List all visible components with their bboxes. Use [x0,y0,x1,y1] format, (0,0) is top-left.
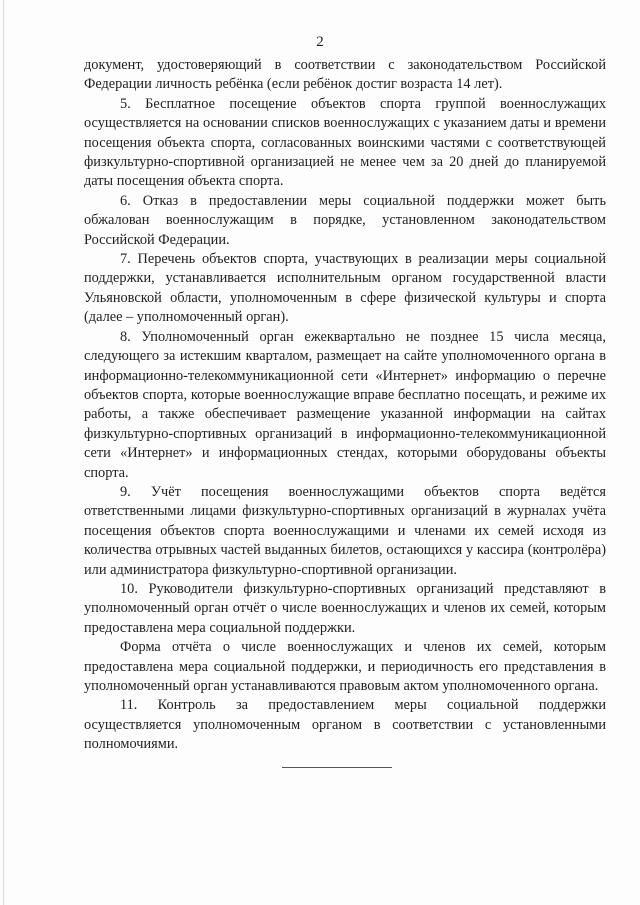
scan-edge-line [3,0,4,905]
paragraph-item-6: 6. Отказ в предоставлении меры социальной поддержки может быть обжалован военнослужащим в порядке, установленном законодательством Российской Федерации. [84,192,606,248]
paragraph-continuation: документ, удостоверяющий в соответствии с законодательством Российской Федерации личность ребёнка (если ребёнок достиг возраста 14 лет). [84,57,606,93]
paragraph-item-10: 10. Руководители физкультурно-спортивных организаций представляют в уполномоченный орган отчёт о числе военнослужащих и членов их семей, которым предоставлена мера социальной поддержки. [84,580,606,636]
paragraph-item-5: 5. Бесплатное посещение объектов спорта группой военнослужащих осуществляется на основании списков военнослужащих с указанием даты и времени посещения объекта спорта, согласованных воинскими частями с соответствующей физкультурно-спортивной организацией не менее чем за 20 дней до планируемой даты посещения объекта спорта. [84,95,606,190]
page-number: 2 [316,34,324,50]
paragraph-report-form: Форма отчёта о числе военнослужащих и членов их семей, которым предоставлена мера социальной поддержки, и периодичность его представления в уполномоченный орган устанавливаются правовым актом уполномоченного органа. [84,639,606,694]
paragraph-item-9: 9. Учёт посещения военнослужащими объектов спорта ведётся ответственными лицами физкультурно-спортивных организаций в журналах учёта посещения объектов спорта военнослужащими и членами их семей исходя из количества отрывных частей выданных билетов, остающихся у кассира (контролёра) или администратора физкультурно-спортивной организации. [84,483,606,578]
end-of-document-rule [282,767,392,768]
paragraph-item-7: 7. Перечень объектов спорта, участвующих в реализации меры социальной поддержки, устанавливается исполнительным органом государственной власти Ульяновской области, уполномоченным в сфере физической культуры и спорта (далее – уполномоченный орган). [84,251,606,326]
paragraph-item-8: 8. Уполномоченный орган ежеквартально не позднее 15 числа месяца, следующего за истекшим кварталом, размещает на сайте уполномоченного органа в информационно-телекоммуникационной сети «Интернет» информацию о перечне объектов спорта, которые военнослужащие вправе бесплатно посещать, и режиме их работы, а также обеспечивает размещение указанной информации на сайтах физкультурно-спортивных организаций в информационно-телекоммуникационной сети «Интернет» и информационных стендах, которыми оборудованы объекты спорта. [84,328,606,481]
document-body [84,56,606,755]
paragraph-item-11: 11. Контроль за предоставлением меры социальной поддержки осуществляется уполномоченным органом в соответствии с установленными полномочиями. [84,697,606,753]
